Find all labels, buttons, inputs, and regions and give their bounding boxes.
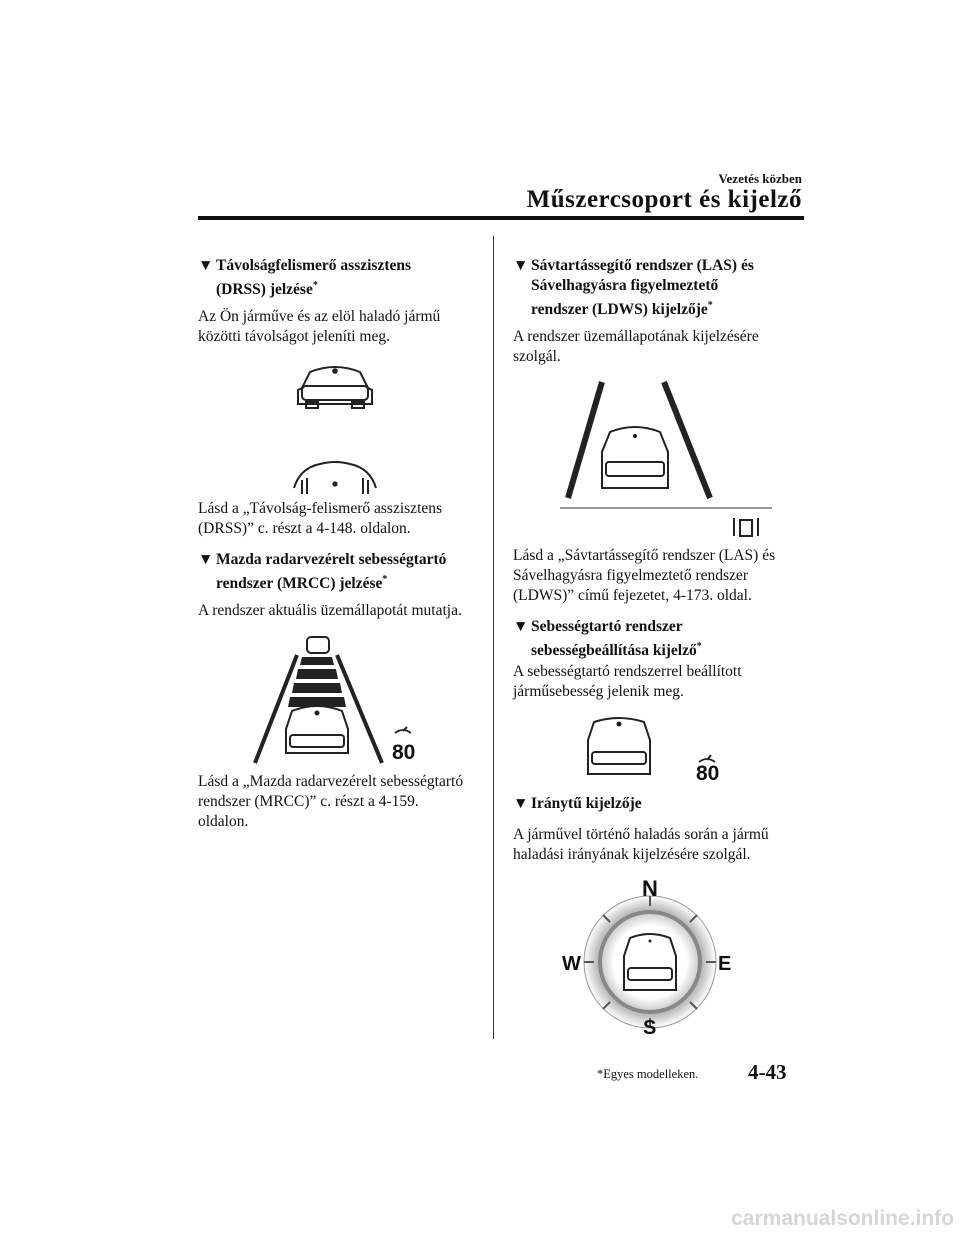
drss-car-icon (280, 360, 390, 495)
page-title: Műszercsoport és kijelző (526, 186, 802, 213)
triangle-bullet-icon: ▼ (513, 795, 529, 812)
mrcc-reference: Lásd a „Mazda radarvezérelt sebességtartó rendszer (MRCC)” c. részt a 4-159. oldalon. (198, 773, 464, 830)
heading-mrcc: ▼ Mazda radarvezérelt sebességtartó rendszer (MRCC) jelzése* (198, 551, 447, 593)
cruise-description: A sebességtartó rendszerrel beállított járműsebesség jelenik meg. (513, 663, 742, 700)
las-reference: Lásd a „Sávtartássegítő rendszer (LAS) és Sávelhagyásra figyelmeztető rendszer (LDWS)” című fejezetet, 4-173. oldal. (513, 547, 776, 604)
triangle-bullet-icon: ▼ (513, 257, 529, 274)
mrcc-speed-text: 80 (392, 741, 416, 764)
section-label: Vezetés közben (718, 171, 802, 186)
heading-las-ldws: ▼ Sávtartássegítő rendszer (LAS) és Sávelhagyásra figyelmeztető rendszer (LDWS) kijelzője* (513, 257, 754, 319)
compass-west-label: W (562, 953, 581, 975)
compass-display-icon (560, 878, 740, 1038)
heading-drss: ▼ Távolságfelismerő asszisztens (DRSS) jelzése* (198, 257, 412, 299)
las-display-icon (560, 378, 770, 536)
heading-compass: ▼ Iránytű kijelzője (513, 795, 642, 812)
heading-cruise: ▼ Sebességtartó rendszer sebességbeállítása kijelző* (513, 618, 702, 660)
header-rule (198, 216, 804, 220)
drss-reference: Lásd a „Távolság-felismerő asszisztens (DRSS)” c. részt a 4-148. oldalon. (198, 500, 443, 537)
compass-east-label: E (718, 953, 732, 975)
las-description: A rendszer üzemállapotának kijelzésére szolgál. (513, 328, 759, 365)
triangle-bullet-icon: ▼ (198, 257, 214, 274)
compass-description: A járművel történő haladás során a jármű haladási irányának kijelzésére szolgál. (513, 826, 769, 863)
column-divider (493, 236, 494, 1039)
mrcc-description: A rendszer aktuális üzemállapotát mutatja. (198, 602, 462, 619)
compass-south-label: S (643, 1017, 657, 1039)
footnote: *Egyes modelleken. (597, 1067, 699, 1081)
cruise-speed-text: 80 (696, 762, 720, 785)
cruise-display-icon (584, 716, 724, 785)
drss-description: Az Ön járműve és az elöl haladó jármű közötti távolságot jeleníti meg. (198, 308, 441, 345)
mrcc-display-icon (252, 635, 422, 765)
page-number: 4-43 (748, 1060, 787, 1084)
triangle-bullet-icon: ▼ (198, 551, 214, 568)
compass-north-label: N (642, 876, 658, 901)
triangle-bullet-icon: ▼ (513, 618, 529, 635)
watermark: carmanualsonline.info (731, 1207, 954, 1230)
